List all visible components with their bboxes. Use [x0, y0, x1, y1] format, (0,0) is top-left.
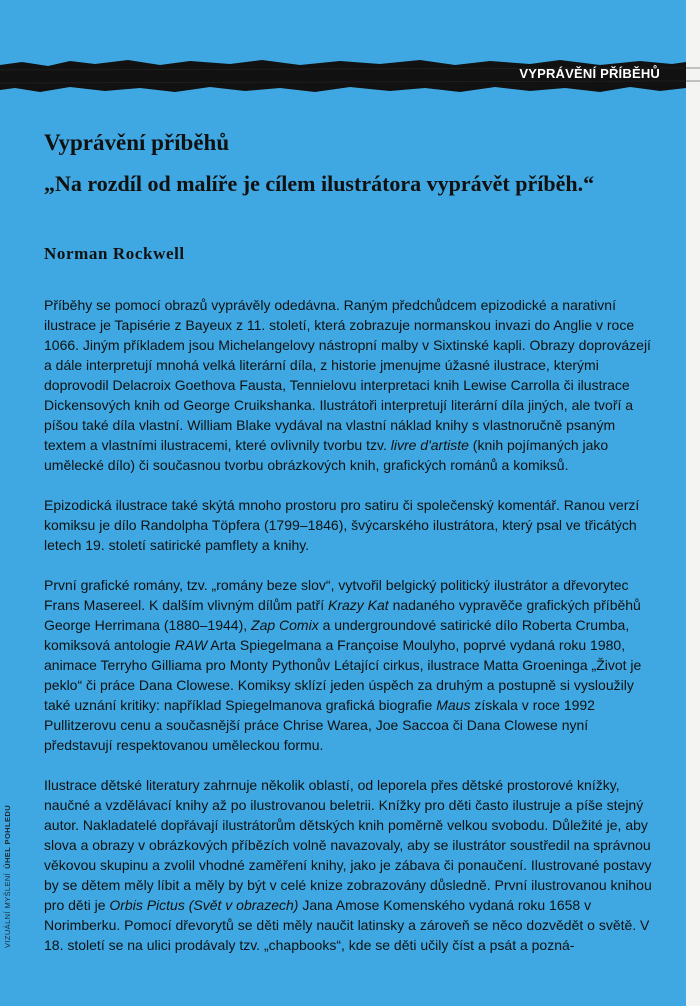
quote-author: Norman Rockwell	[44, 244, 185, 263]
vertical-sidebar-tag	[3, 805, 12, 948]
text-span-italic: Orbis Pictus (Svět v obrazech)	[109, 897, 299, 913]
text-span: nadaného vypravěče grafických příběhů George Herrimana (1880–1944),	[44, 597, 641, 633]
sidebar-series: VIZUÁLNÍ MYŠLENÍ	[3, 872, 12, 948]
article-title: Vyprávění příběhů	[44, 130, 230, 155]
paragraph-4	[44, 775, 654, 955]
text-span: získala v roce 1992 Pullitzerovu cenu a současnější práce Chrise Warea, Joe Saccoa či Dana Clowese nyní představují respektovanou uměleckou formu.	[44, 697, 595, 753]
text-span: Ilustrace dětské literatury zahrnuje několik oblastí, od leporela přes dětské prostorové knížky, naučné a vzdělávací knihy až po ilustrovanou beletrii. Knížky pro děti často ilustruje a píše stejný autor. Nakladatelé dopřávají ilustrátorům dětských knih poměrně velkou svobodu. Důležité je, aby slova a obrazy v obrázkových příbězích volně navazovaly, aby se ilustrátor soustředil na správnou věkovou skupinu a zvolil vhodné zaměření knihy, jako je zábava či ponaučení. Ilustrované postavy by se dětem měly líbit a měly by být v celé knize zobrazovány důsledně. První ilustrovanou knihou pro děti je	[44, 777, 652, 913]
text-span: Arta Spiegelmana a Françoise Moulyho, poprvé vydaná roku 1980, animace Terryho Gilliama pro Monty Pythonův Létající cirkus, ilustrace Matta Groeninga „Život je peklo“ či práce Dana Clowese. Komiksy sklízí jeden úspěch za druhým a postupně si vysloužily také uznání kritiky: například Spiegelmanova grafická biografie	[44, 637, 642, 713]
text-span: První grafické romány, tzv. „romány beze slov“, vytvořil belgický politický ilustrátor a dřevorytec Frans Masereel. K dalším vlivným dílům patří	[44, 577, 629, 613]
article-body	[44, 295, 654, 955]
sidebar-chapter: ÚHEL POHLEDU	[3, 804, 12, 869]
article-quote: „Na rozdíl od malíře je cílem ilustrátora vyprávět příběh.“	[44, 171, 595, 196]
paragraph-2	[44, 495, 654, 555]
text-span: (knih pojímaných jako umělecké dílo) či současnou tvorbu obrázkových knih, grafických románů a komiksů.	[44, 437, 609, 473]
page-edge	[686, 0, 700, 1006]
text-span: Jana Amose Komenského vydaná roku 1658 v Norimberku. Pomocí dřevorytů se děti měly naučit latinsky a zároveň se něco dozvědět o světě. V 18. století se na ulici prodávaly tzv. „chapbooks“, kde se děti učily číst a psát a pozná-	[44, 897, 650, 953]
text-span: Příběhy se pomocí obrazů vyprávěly odedávna. Raným předchůdcem epizodické a narativní ilustrace je Tapisérie z Bayeux z 11. století, která zobrazuje normanskou invazi do Anglie v roce 1066. Jiným příkladem jsou Michelangelovy nástropní malby v Sixtinské kapli. Obrazy doprovázejí a dále interpretují mnohá velká literární díla, z historie jmenujme úžasné ilustrace, kterými doprovodil Delacroix Goethova Fausta, Tennielovu interpretaci knih Lewise Carrolla či ilustrace Dickensových knih od George Cruikshanka. Ilustrátoři interpretují literární díla jiných, ale tvoří a píšou také díla vlastní. William Blake vydával na vlastní náklad knihy s vlastnoručně psaným textem a vlastními ilustracemi, které ovlivnily tvorbu tzv.	[44, 297, 651, 453]
text-span-italic: Zap Comix	[251, 617, 319, 633]
paragraph-1	[44, 295, 654, 475]
section-label: VYPRÁVĚNÍ PŘÍBĚHŮ	[519, 66, 660, 81]
paragraph-3	[44, 575, 654, 755]
text-span-italic: RAW	[174, 637, 208, 653]
text-span-italic: Krazy Kat	[327, 597, 389, 613]
text-span: a undergroundové satirické dílo Roberta Crumba, komiksová antologie	[44, 617, 630, 653]
text-span-italic: livre d'artiste	[390, 437, 469, 453]
text-span-italic: Maus	[436, 697, 471, 713]
text-span: Epizodická ilustrace také skýtá mnoho prostoru pro satiru či společenský komentář. Ranou verzí komiksu je dílo Randolpha Töpfera (1799–1846), švýcarského ilustrátora, který psal ve třicátých letech 19. století satirické pamflety a knihy.	[44, 497, 640, 553]
